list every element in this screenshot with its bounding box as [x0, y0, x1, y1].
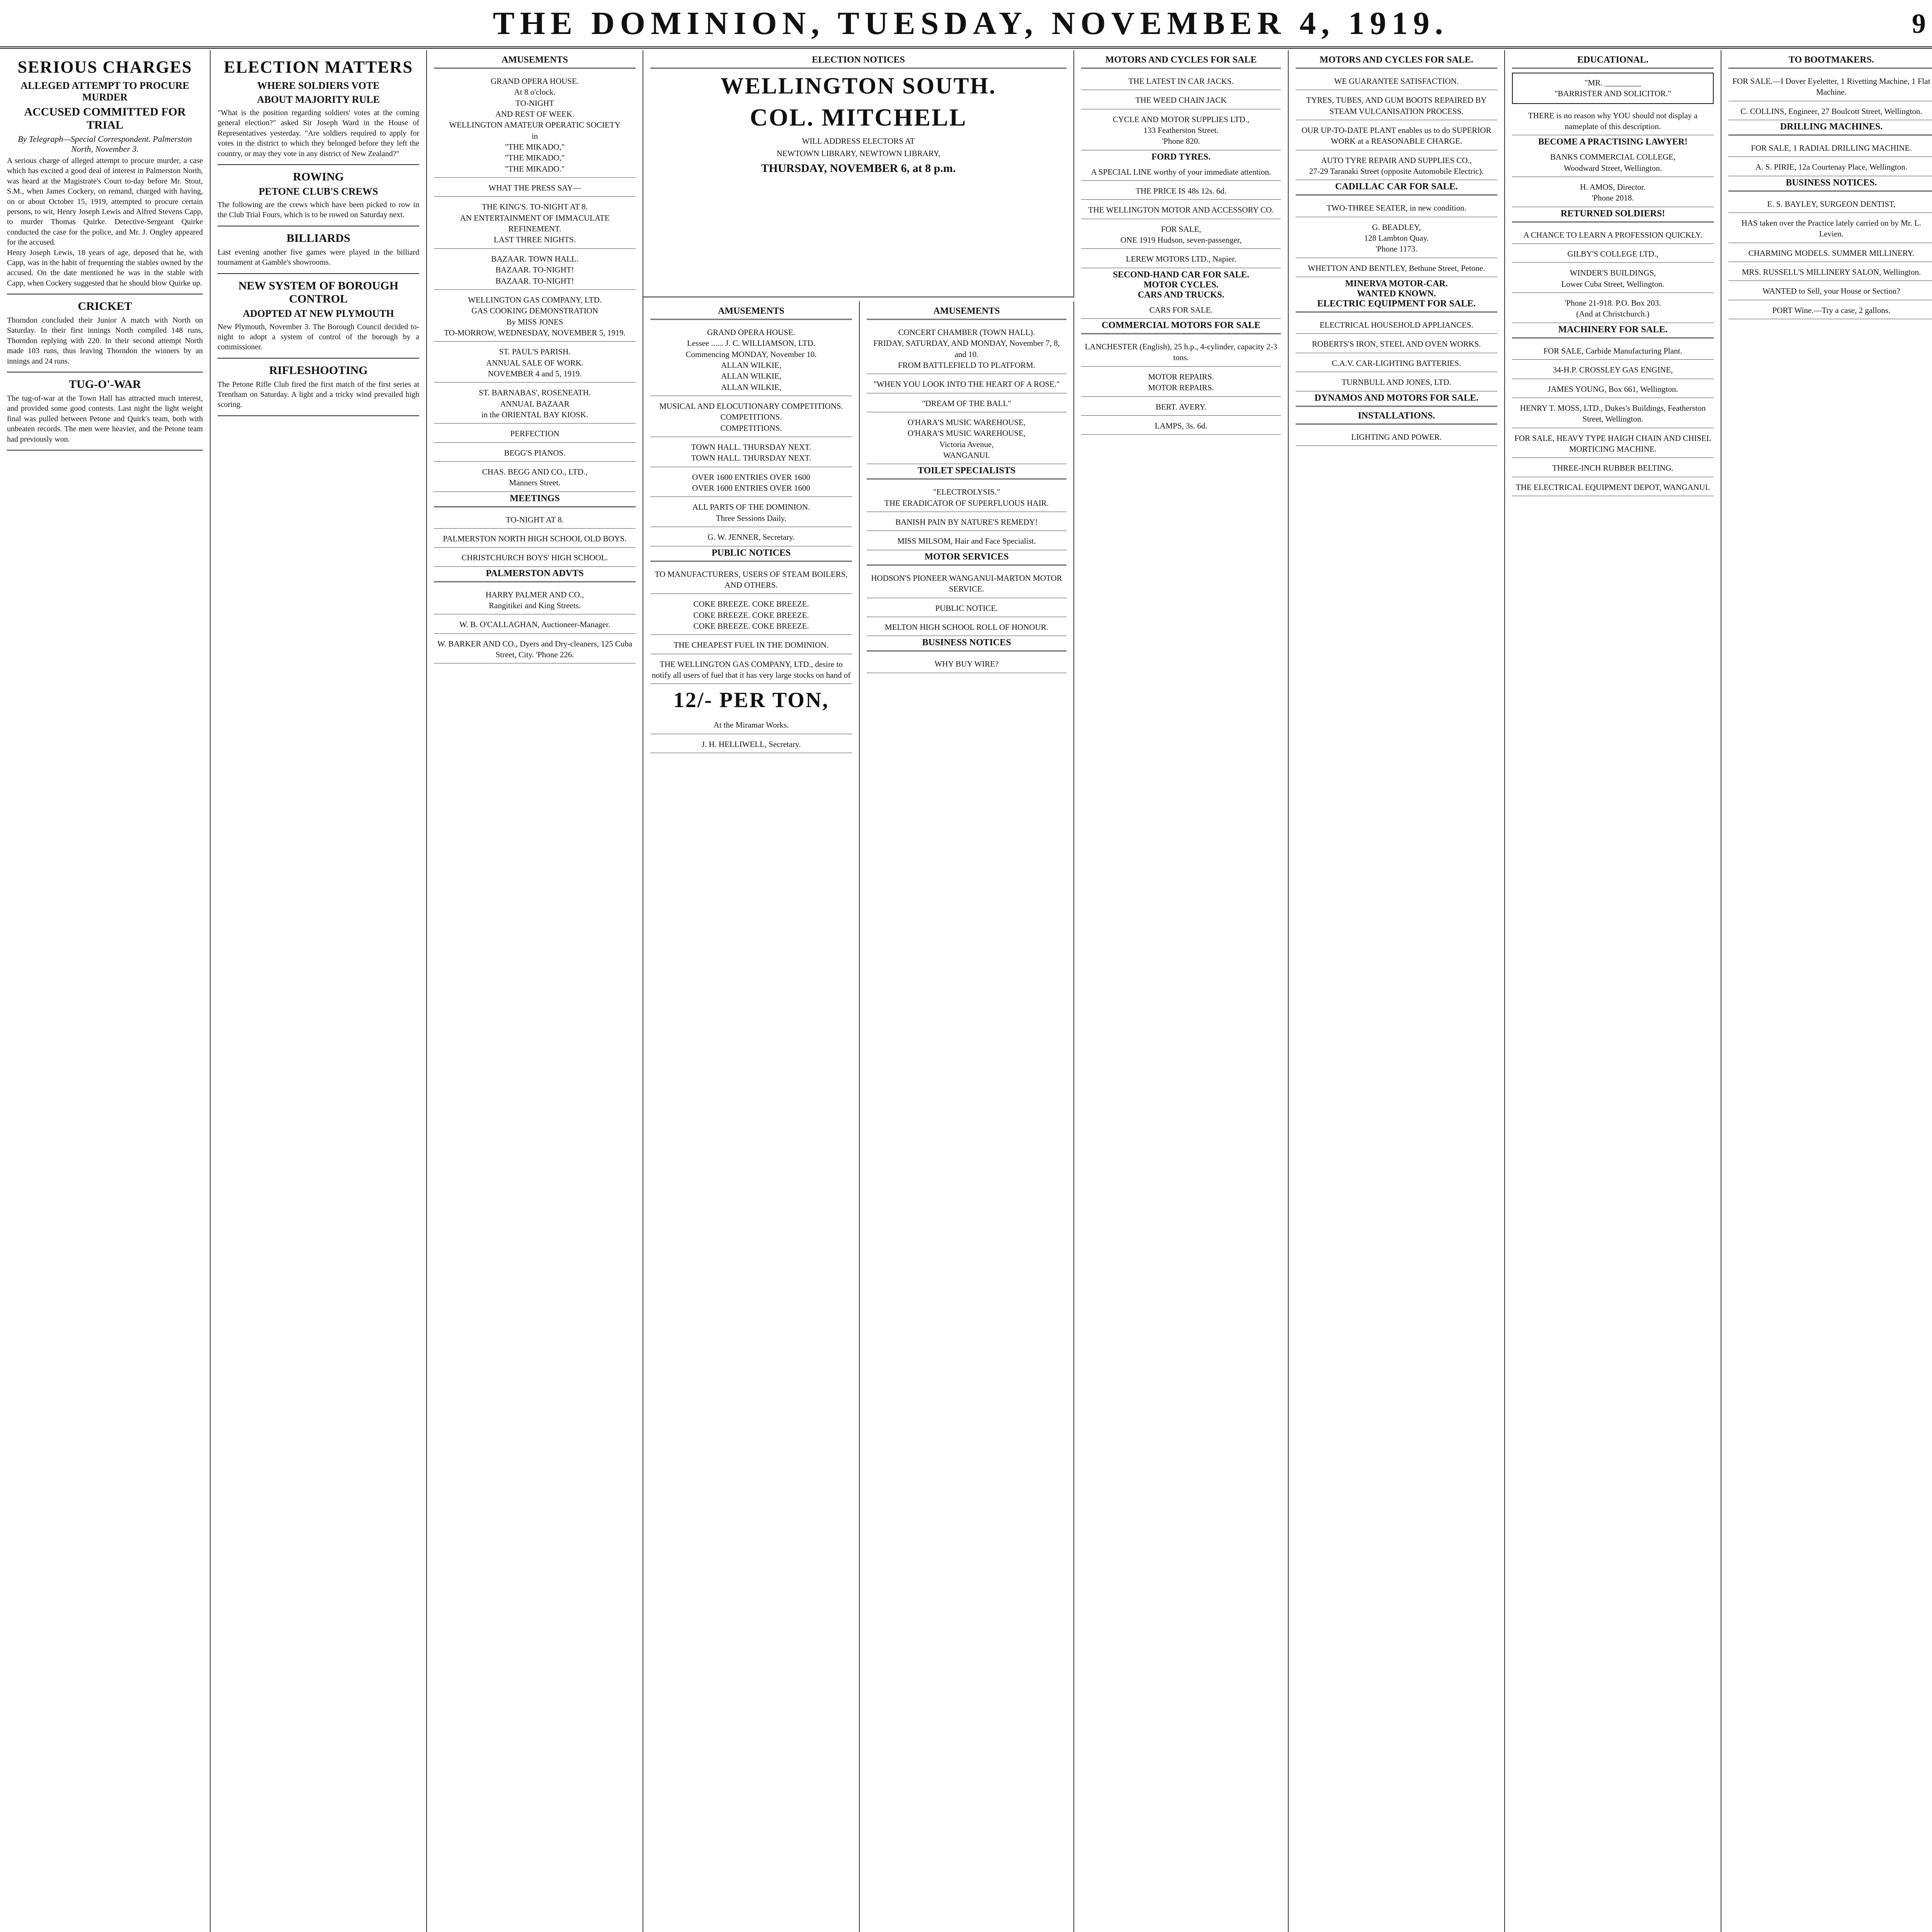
advert: 'Phone 21-918. P.O. Box 203. (And at Christchurch.)	[1512, 294, 1714, 323]
article-election-matters	[218, 57, 419, 165]
advert: THE WEED CHAIN JACK	[1081, 92, 1281, 109]
advert: At the Miramar Works.	[650, 716, 852, 734]
advert: TOWN HALL. THURSDAY NEXT. TOWN HALL. THURSDAY NEXT.	[650, 439, 852, 467]
section-heading: MOTORS AND CYCLES FOR SALE.	[1296, 55, 1497, 69]
section-heading: MOTOR SERVICES	[867, 552, 1066, 566]
section-heading: AMUSEMENTS	[650, 306, 852, 320]
subheadline: ALLEGED ATTEMPT TO PROCURE MURDER	[20, 80, 189, 103]
notice-date: THURSDAY, NOVEMBER 6, at 8 p.m.	[761, 162, 956, 175]
ad-heading: WANTED KNOWN.	[1357, 289, 1436, 299]
advert: J. H. HELLIWELL, Secretary.	[650, 736, 852, 753]
advert: HARRY PALMER AND CO., Rangitikei and King Streets.	[434, 586, 636, 615]
advert: W. B. O'CALLAGHAN, Auctioneer-Manager.	[434, 616, 636, 633]
advert: C.A.V. CAR-LIGHTING BATTERIES.	[1296, 355, 1497, 372]
advert: WHY BUY WIRE?	[867, 655, 1066, 673]
section-heading: MOTORS AND CYCLES FOR SALE	[1081, 55, 1281, 69]
advert: W. BARKER AND CO., Dyers and Dry-cleaners, 125 Cuba Street, City. 'Phone 226.	[434, 635, 636, 664]
ad-heading: BECOME A PRACTISING LAWYER!	[1538, 137, 1688, 147]
ad-heading: FORD TYRES.	[1151, 151, 1211, 162]
advert: FOR SALE.—I Dover Eyeletter, 1 Rivetting Machine, 1 Flat Machine.	[1728, 73, 1932, 101]
advert: TURNBULL AND JONES, LTD.	[1296, 374, 1497, 391]
advert: TYRES, TUBES, AND GUM BOOTS REPAIRED BY STEAM VULCANISATION PROCESS.	[1296, 92, 1497, 120]
advert: CYCLE AND MOTOR SUPPLIES LTD., 133 Featherston Street. 'Phone 820.	[1081, 111, 1281, 150]
advert: HAS taken over the Practice lately carried on by Mr. L. Levien.	[1728, 214, 1932, 243]
ad-heading: CARS AND TRUCKS.	[1138, 289, 1225, 299]
advert: CHAS. BEGG AND CO., LTD., Manners Street.	[434, 463, 636, 492]
advert: "DREAM OF THE BALL"	[867, 395, 1066, 412]
advert: THREE-INCH RUBBER BELTING.	[1512, 459, 1714, 477]
advert: THE KING'S. TO-NIGHT AT 8. AN ENTERTAINMENT OF IMMACULATE REFINEMENT. LAST THREE NIGHTS.	[434, 198, 636, 248]
advert: MOTOR REPAIRS. MOTOR REPAIRS.	[1081, 368, 1281, 397]
section-heading: AMUSEMENTS	[434, 55, 636, 69]
advert: MELTON HIGH SCHOOL ROLL OF HONOUR.	[867, 619, 1066, 636]
advert: GRAND OPERA HOUSE. At 8 o'clock. TO-NIGHT AND REST OF WEEK. WELLINGTON AMATEUR OPERATIC SOCIETY in "THE MIKADO," "THE MIKADO," "THE MIKADO."	[434, 73, 636, 178]
headline: RIFLESHOOTING	[269, 364, 368, 377]
article-body: The following are the crews which have been picked to row in the Club Trial Fours, which is to be rowed on Saturday next.	[218, 200, 419, 219]
section-heading: TOILET SPECIALISTS	[867, 466, 1066, 480]
advert: COKE BREEZE. COKE BREEZE. COKE BREEZE. COKE BREEZE. COKE BREEZE. COKE BREEZE.	[650, 595, 852, 635]
article-body: New Plymouth, November 3. The Borough Council decided to-night to adopt a system of control of the borough by a commissioner.	[218, 322, 419, 352]
advert: A CHANCE TO LEARN A PROFESSION QUICKLY.	[1512, 226, 1714, 244]
advert: MUSICAL AND ELOCUTIONARY COMPETITIONS. COMPETITIONS. COMPETITIONS.	[650, 398, 852, 437]
ad-heading: MOTOR CYCLES.	[1143, 279, 1219, 289]
advert: LIGHTING AND POWER.	[1296, 429, 1497, 446]
subheadline: WHERE SOLDIERS VOTE	[257, 80, 380, 91]
advert: PERFECTION	[434, 425, 636, 442]
advert: HODSON'S PIONEER WANGANUI-MARTON MOTOR SERVICE.	[867, 570, 1066, 598]
advert: BEGG'S PIANOS.	[434, 444, 636, 462]
advert: FOR SALE, 1 RADIAL DRILLING MACHINE.	[1728, 139, 1932, 157]
advert: CONCERT CHAMBER (TOWN HALL). FRIDAY, SATURDAY, AND MONDAY, November 7, 8, and 10. FROM BATTLEFIELD TO PLATFORM.	[867, 324, 1066, 374]
advert: H. AMOS, Director. 'Phone 2018.	[1512, 179, 1714, 207]
advert: A SPECIAL LINE worthy of your immediate attention.	[1081, 163, 1281, 181]
notice-title: WELLINGTON SOUTH.	[720, 73, 997, 99]
subheadline: PETONE CLUB'S CREWS	[259, 185, 378, 197]
advert: ROBERTS'S IRON, STEEL AND OVEN WORKS.	[1296, 335, 1497, 353]
headline: ROWING	[293, 170, 344, 183]
article-tug-of-war	[7, 378, 203, 451]
article-borough-control	[218, 279, 419, 359]
article-rifleshooting	[218, 364, 419, 416]
column-amusements-2	[643, 301, 860, 1932]
advert: THERE is no reason why YOU should not display a nameplate of this description.	[1512, 107, 1714, 136]
headline: TUG-O'-WAR	[69, 378, 141, 391]
candidate-name: COL. MITCHELL	[750, 104, 967, 131]
advert: LEREW MOTORS LTD., Napier.	[1081, 250, 1281, 268]
advert: WHETTON AND BENTLEY, Bethune Street, Petone.	[1296, 260, 1497, 277]
advert: WELLINGTON GAS COMPANY, LTD. GAS COOKING DEMONSTRATION By MISS JONES TO-MORROW, WEDNESDAY, NOVEMBER 5, 1919.	[434, 291, 636, 342]
advert: TO MANUFACTURERS, USERS OF STEAM BOILERS, AND OTHERS.	[650, 566, 852, 594]
advert: OVER 1600 ENTRIES OVER 1600 OVER 1600 ENTRIES OVER 1600	[650, 469, 852, 497]
advert: OUR UP-TO-DATE PLANT enables us to do SUPERIOR WORK at a REASONABLE CHARGE.	[1296, 122, 1497, 150]
advert: MISS MILSOM, Hair and Face Specialist.	[867, 532, 1066, 550]
advert: GILBY'S COLLEGE LTD.,	[1512, 245, 1714, 263]
election-notice	[643, 50, 1074, 298]
section-heading: TO BOOTMAKERS.	[1728, 55, 1932, 69]
article-body: "What is the position regarding soldiers' votes at the coming general election?" asked Sir Joseph Ward in the House of Representatives yesterday. "Are soldiers required to apply for votes in the district to which they belonged before they left the country, or may they vote in any district of New Zealand?"	[218, 109, 419, 158]
headline: ELECTION MATTERS	[224, 58, 413, 77]
advert: LANCHESTER (English), 25 h.p., 4-cylinder, capacity 2-3 tons.	[1081, 338, 1281, 367]
advert: FOR SALE, Carbide Manufacturing Plant.	[1512, 342, 1714, 360]
section-heading: EDUCATIONAL.	[1512, 55, 1714, 69]
column-motors-2	[1289, 50, 1505, 1932]
column-news-2	[211, 50, 427, 1932]
advert: ALL PARTS OF THE DOMINION. Three Sessions Daily.	[650, 498, 852, 527]
advert: ELECTRICAL HOUSEHOLD APPLIANCES.	[1296, 316, 1497, 334]
article-body: Last evening another five games were played in the billiard tournament at Gamble's showrooms.	[218, 248, 419, 267]
advert: "WHEN YOU LOOK INTO THE HEART OF A ROSE."	[867, 376, 1066, 393]
advert: A. S. PIRIE, 12a Courtenay Place, Wellington.	[1728, 158, 1932, 176]
advert: PORT Wine.—Try a case, 2 gallons.	[1728, 302, 1932, 319]
headline: BILLIARDS	[286, 231, 350, 245]
section-heading: ELECTRIC EQUIPMENT FOR SALE.	[1296, 299, 1497, 313]
article-body: The tug-of-war at the Town Hall has attracted much interest, and provided some good contests. Last night the light weight final was pulled between Petone and Quirk's team, both with unbeaten records. The men were heavier, and the Petone team had previously won.	[7, 394, 203, 444]
advert: TO-NIGHT AT 8.	[434, 511, 636, 529]
article-cricket	[7, 300, 203, 372]
advert: G. BEADLEY, 128 Lambton Quay. 'Phone 1173.	[1296, 219, 1497, 258]
ad-heading: SECOND-HAND CAR FOR SALE.	[1113, 269, 1249, 279]
subheadline: ADOPTED AT NEW PLYMOUTH	[243, 308, 394, 319]
byline: By Telegraph—Special Correspondent. Palmerston North, November 3.	[18, 134, 192, 154]
advert: FOR SALE, ONE 1919 Hudson, seven-passenger,	[1081, 221, 1281, 249]
section-heading: MACHINERY FOR SALE.	[1512, 325, 1714, 338]
article-body: The Petone Rifle Club fired the first match of the first series at Trentham on Saturday. A light and a tricky wind prevailed high scoring.	[218, 380, 419, 409]
notice-line: WILL ADDRESS ELECTORS AT	[802, 136, 915, 146]
advert: WHAT THE PRESS SAY—	[434, 179, 636, 197]
advert: ST. PAUL'S PARISH. ANNUAL SALE OF WORK. NOVEMBER 4 and 5, 1919.	[434, 343, 636, 383]
advert: E. S. BAYLEY, SURGEON DENTIST,	[1728, 196, 1932, 213]
headline: SERIOUS CHARGES	[17, 58, 192, 77]
section-heading: CADILLAC CAR FOR SALE.	[1296, 182, 1497, 196]
column-business	[1721, 50, 1932, 1932]
article-rowing	[218, 170, 419, 226]
article-body: Thorndon concluded their Junior A match with North on Saturday. In their first innings North compiled 148 runs, Thorndon replying with 220. In their second attempt North made 103 runs, thus leaving Thorndon the winners by an innings and 24 runs.	[7, 316, 203, 366]
advert: WANTED to Sell, your House or Section?	[1728, 282, 1932, 300]
section-heading: DYNAMOS AND MOTORS FOR SALE.	[1296, 393, 1497, 407]
price: 12/- PER TON,	[673, 688, 829, 713]
section-heading: MEETINGS	[434, 493, 636, 507]
article-billiards	[218, 232, 419, 274]
masthead	[0, 0, 1932, 49]
section-heading: INSTALLATIONS.	[1296, 411, 1497, 425]
column-amusements-3	[860, 301, 1074, 1932]
advert: G. W. JENNER, Secretary.	[650, 529, 852, 546]
section-heading: ELECTION NOTICES	[650, 55, 1066, 69]
advert: 34-H.P. CROSSLEY GAS ENGINE,	[1512, 361, 1714, 379]
column-amusements-1	[427, 50, 643, 1932]
advert: THE CHEAPEST FUEL IN THE DOMINION.	[650, 636, 852, 654]
advert: THE ELECTRICAL EQUIPMENT DEPOT, WANGANUI.	[1512, 479, 1714, 496]
advert: BAZAAR. TOWN HALL. BAZAAR. TO-NIGHT! BAZAAR. TO-NIGHT!	[434, 250, 636, 290]
section-heading: BUSINESS NOTICES.	[1728, 178, 1932, 192]
advert: C. COLLINS, Engineer, 27 Boulcott Street, Wellington.	[1728, 103, 1932, 120]
column-educational	[1505, 50, 1721, 1932]
advert: LAMPS, 3s. 6d.	[1081, 417, 1281, 435]
notice-line: NEWTOWN LIBRARY, NEWTOWN LIBRARY,	[776, 149, 940, 158]
advert: PUBLIC NOTICE.	[867, 600, 1066, 617]
section-heading: PUBLIC NOTICES	[650, 548, 852, 562]
advert: PALMERSTON NORTH HIGH SCHOOL OLD BOYS.	[434, 530, 636, 548]
column-motors-1	[1074, 50, 1289, 1932]
subheadline: ACCUSED COMMITTED FOR TRIAL	[24, 105, 186, 131]
section-heading: RETURNED SOLDIERS!	[1512, 209, 1714, 223]
advert: TWO-THREE SEATER, in new condition.	[1296, 199, 1497, 217]
advert: CHARMING MODELS. SUMMER MILLINERY.	[1728, 245, 1932, 262]
section-heading: COMMERCIAL MOTORS FOR SALE	[1081, 320, 1281, 334]
advert: FOR SALE, HEAVY TYPE HAIGH CHAIN AND CHISEL MORTICING MACHINE.	[1512, 430, 1714, 458]
article-body: A serious charge of alleged attempt to procure murder, a case which has excited a good deal of interest in Palmerston North, was heard at the Magistrate's Court to-day before Mr. Stout, S.M., when James Cockery, on remand, charged with having, on or about October 15, 1919, attempted to procure certain persons, to wit, Henry Joseph Lewis and Alfred Stevens Capp, to murder Thomas Quirke. Detective-Sergeant Quirke conducted the case for the police, and Mr. J. Ongley appeared for the accused. Henry Joseph Lewis, 18 years of age, deposed that he, with Capp, was in the habit of frequenting the stables owned by the accused. On the date mentioned he was in the stable with Capp, when Cockery suggested that he should blow Quirke up.	[7, 156, 203, 287]
page-number: 9	[1912, 8, 1926, 39]
section-heading: PALMERSTON ADVTS	[434, 568, 636, 582]
section-heading: DRILLING MACHINES.	[1728, 122, 1932, 136]
advert: WE GUARANTEE SATISFACTION.	[1296, 73, 1497, 90]
nameplate-box: "MR. _________ "BARRISTER AND SOLICITOR."	[1512, 73, 1714, 104]
headline: CRICKET	[78, 300, 132, 313]
advert: CARS FOR SALE.	[1081, 301, 1281, 319]
advert: WINDER'S BUILDINGS, Lower Cuba Street, Wellington.	[1512, 264, 1714, 293]
subheadline: ABOUT MAJORITY RULE	[257, 94, 380, 105]
advert: THE PRICE IS 48s 12s. 6d.	[1081, 182, 1281, 200]
masthead-title: THE DOMINION, TUESDAY, NOVEMBER 4, 1919.	[493, 5, 1449, 41]
advert: O'HARA'S MUSIC WAREHOUSE, O'HARA'S MUSIC WAREHOUSE, Victoria Avenue, WANGANUI.	[867, 414, 1066, 464]
advert: CHRISTCHURCH BOYS' HIGH SCHOOL.	[434, 549, 636, 566]
advert: THE WELLINGTON GAS COMPANY, LTD., desire to notify all users of fuel that it has very large stocks on hand of	[650, 656, 852, 684]
advert: THE LATEST IN CAR JACKS.	[1081, 73, 1281, 90]
ad-heading: MINERVA MOTOR-CAR.	[1345, 279, 1448, 289]
advert: BANKS COMMERCIAL COLLEGE, Woodward Street, Wellington.	[1512, 148, 1714, 177]
section-heading: AMUSEMENTS	[867, 306, 1066, 320]
advert: ST. BARNABAS', ROSENEATH. ANNUAL BAZAAR in the ORIENTAL BAY KIOSK.	[434, 384, 636, 423]
column-news-1	[0, 50, 211, 1932]
advert: HENRY T. MOSS, LTD., Dukes's Buildings, Featherston Street, Wellington.	[1512, 400, 1714, 428]
advert: MRS. RUSSELL'S MILLINERY SALON, Wellington.	[1728, 264, 1932, 281]
advert: BERT. AVERY.	[1081, 398, 1281, 416]
advert: GRAND OPERA HOUSE. Lessee ...... J. C. WILLIAMSON, LTD. Commencing MONDAY, November 10. ALLAN WILKIE, ALLAN WILKIE, ALLAN WILKIE,	[650, 324, 852, 396]
advert: AUTO TYRE REPAIR AND SUPPLIES CO., 27-29 Taranaki Street (opposite Automobile Electric).	[1296, 152, 1497, 180]
section-heading: BUSINESS NOTICES	[867, 638, 1066, 651]
advert: JAMES YOUNG, Box 661, Wellington.	[1512, 381, 1714, 398]
advert: BANISH PAIN BY NATURE'S REMEDY!	[867, 514, 1066, 531]
advert: THE WELLINGTON MOTOR AND ACCESSORY CO.	[1081, 201, 1281, 219]
advert: "ELECTROLYSIS." THE ERADICATOR OF SUPERFLUOUS HAIR.	[867, 483, 1066, 512]
headline: NEW SYSTEM OF BOROUGH CONTROL	[238, 279, 399, 305]
article-serious-charges	[7, 57, 203, 294]
